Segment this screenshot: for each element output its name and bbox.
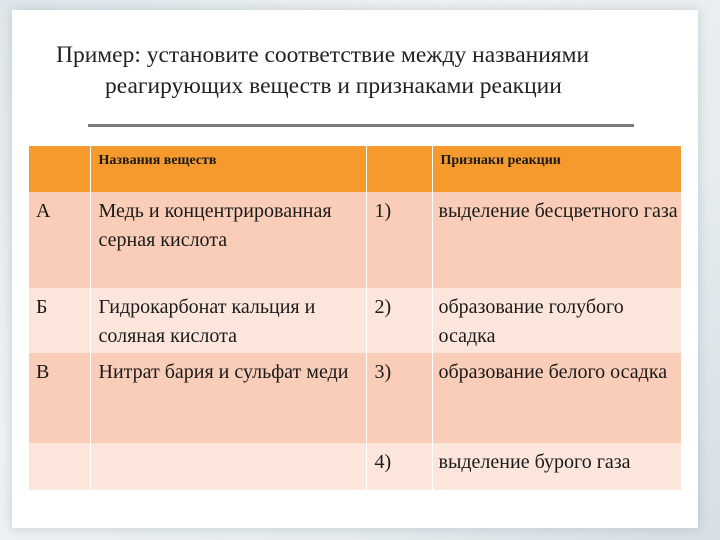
row-substance (90, 443, 366, 490)
header-substances (90, 146, 366, 192)
table-row (29, 353, 681, 443)
slide (12, 10, 698, 528)
title-divider (88, 124, 634, 127)
row-substance: Нитрат бария и сульфат меди (90, 353, 366, 443)
slide-title-line-2: реагирующих веществ и признаками реакции (105, 73, 562, 99)
header-signs (432, 146, 681, 192)
header-number (366, 146, 432, 192)
row-letter: Б (29, 288, 90, 353)
row-number: 4) (366, 443, 432, 490)
header-substances-label: Названия веществ (98, 153, 217, 168)
row-letter: А (29, 192, 90, 288)
row-sign: образование белого осадка (432, 353, 681, 443)
row-sign: образование голубого осадка (432, 288, 681, 353)
table-header-row (29, 146, 681, 192)
row-number: 1) (366, 192, 432, 288)
matching-table (29, 146, 681, 490)
header-letter (29, 146, 90, 192)
header-signs-label: Признаки реакции (440, 153, 561, 168)
table-row (29, 288, 681, 353)
table-row (29, 192, 681, 288)
row-substance: Медь и концентрированная серная кислота (90, 192, 366, 288)
slide-title (56, 40, 696, 102)
table-row (29, 443, 681, 490)
slide-title-line-1: Пример: установите соответствие между названиями (56, 42, 590, 68)
row-sign: выделение бесцветного газа (432, 192, 681, 288)
row-number: 3) (366, 353, 432, 443)
row-substance: Гидрокарбонат кальция и соляная кислота (90, 288, 366, 353)
row-letter (29, 443, 90, 490)
row-sign: выделение бурого газа (432, 443, 681, 490)
row-number: 2) (366, 288, 432, 353)
row-letter: В (29, 353, 90, 443)
